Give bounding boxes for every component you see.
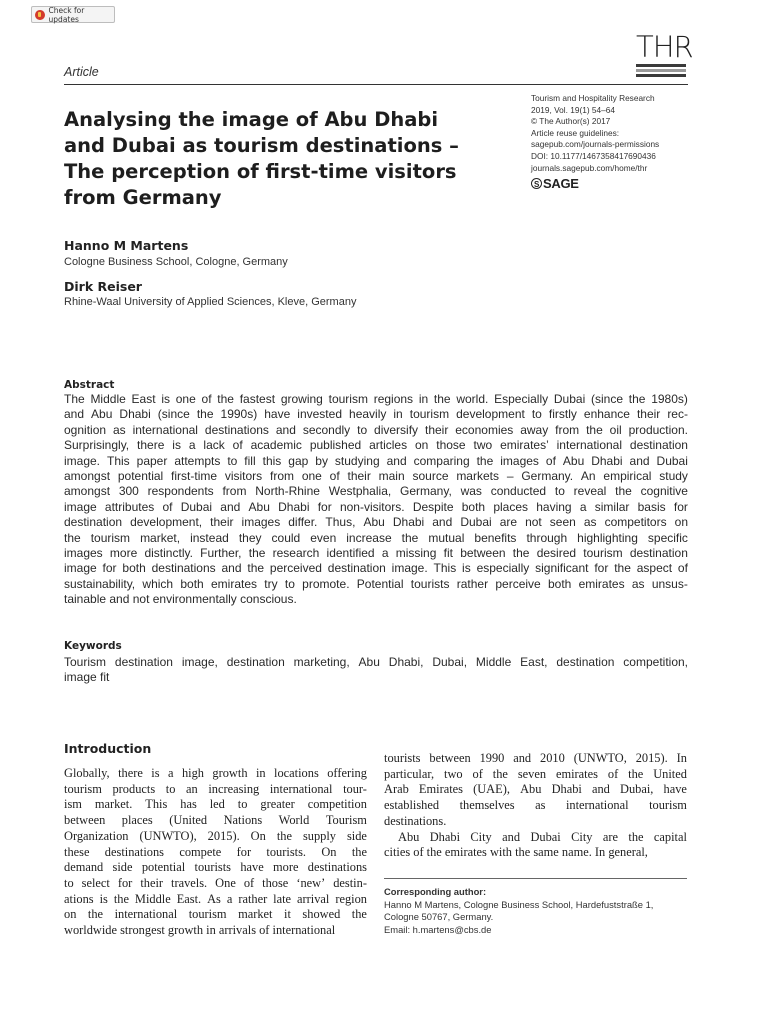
text-line: the tourism market, instead they could even increase the mutual benefits through highlighting specific bbox=[64, 530, 688, 545]
text-line: destination development, their images differ. Thus, Abu Dhabi and Dubai are not seen as competitors on bbox=[64, 515, 688, 530]
text-line: tainable and not environmentally conscious. bbox=[64, 592, 297, 607]
article-type-label: Article bbox=[64, 65, 99, 79]
author-name: Dirk Reiser bbox=[64, 279, 142, 294]
text-line: destinations. bbox=[384, 813, 447, 828]
text-line: amongst 300 respondents from North-Rhine Westphalia, Germany, was conducted to reveal the cognitive bbox=[64, 484, 688, 499]
text-line: demand side potential tourists have more destinations bbox=[64, 860, 367, 875]
title-line: The perception of first-time visitors bbox=[64, 160, 457, 183]
footnote-line: Cologne 50767, Germany. bbox=[384, 911, 494, 923]
text-line: particular, two of the seven emirates of the United bbox=[384, 766, 687, 781]
introduction-heading: Introduction bbox=[64, 741, 152, 756]
keywords-heading: Keywords bbox=[64, 640, 122, 652]
journal-logo-text: THR bbox=[636, 30, 693, 64]
text-line: established themselves as international tourism bbox=[384, 798, 687, 813]
text-line: sustainability, which both emirates try to promote. Potential tourists rather perceive both emirates as unsus- bbox=[64, 576, 688, 591]
text-line: these destinations compete for tourists. On the bbox=[64, 844, 367, 859]
text-line: image. This paper attempts to fill this gap by studying and comparing the images of Abu Dhabi and Dubai bbox=[64, 453, 688, 468]
text-line: amongst potential first-time visitors from one of their main source markets – Germany. An empirical study bbox=[64, 469, 688, 484]
text-line: image attributes of Dubai and Abu Dhabi for non-visitors. Despite both places having a similar basis for bbox=[64, 499, 688, 514]
doi[interactable]: DOI: 10.1177/1467358417690436 bbox=[531, 150, 656, 161]
journal-volume: 2019, Vol. 19(1) 54–64 bbox=[531, 104, 615, 115]
text-line: Globally, there is a high growth in locations offering bbox=[64, 766, 367, 780]
title-line: and Dubai as tourism destinations – bbox=[64, 134, 459, 157]
footnote-line: Hanno M Martens, Cologne Business School, Hardefuststraße 1, bbox=[384, 898, 654, 910]
journal-meta bbox=[531, 93, 701, 174]
journal-home-link[interactable]: journals.sagepub.com/home/thr bbox=[531, 162, 648, 173]
text-line: image fit bbox=[64, 670, 110, 685]
check-for-updates-label: Check for updates bbox=[48, 5, 85, 24]
keywords-text bbox=[64, 655, 688, 686]
journal-logo bbox=[636, 30, 693, 78]
logo-bar bbox=[636, 64, 686, 67]
paper-title bbox=[64, 107, 474, 211]
permissions-link[interactable]: sagepub.com/journals-permissions bbox=[531, 139, 660, 150]
reuse-guidelines-label: Article reuse guidelines: bbox=[531, 127, 620, 138]
introduction-left-column bbox=[64, 766, 367, 939]
text-line: and Abu Dhabi (since the 1990s) have invested heavily in tourism development to firstly enhance their rec- bbox=[64, 407, 688, 422]
text-line: tourism products to an increasing international tour- bbox=[64, 781, 367, 796]
text-line: tourists between 1990 and 2010 (UNWTO, 2015). In bbox=[384, 751, 687, 765]
author-affiliation: Cologne Business School, Cologne, Germany bbox=[64, 256, 288, 268]
text-line: image for both destinations and the perceived destination image. This is especially significant for the aspect of bbox=[64, 561, 688, 576]
copyright: © The Author(s) 2017 bbox=[531, 116, 611, 127]
logo-bar bbox=[636, 69, 686, 72]
text-line: The Middle East is one of the fastest growing tourism regions in the world. Especially Dubai (since the 1980s) bbox=[64, 392, 688, 406]
text-line: cities of the emirates with the same name. In general, bbox=[384, 845, 648, 860]
text-line: Tourism destination image, destination marketing, Abu Dhabi, Dubai, Middle East, destination competition, bbox=[64, 655, 688, 669]
text-line: on the international tourism market it showed the bbox=[64, 907, 367, 922]
abstract-text bbox=[64, 392, 688, 608]
text-line: ism market. This has led to greater competition bbox=[64, 797, 367, 812]
footnote-heading: Corresponding author: bbox=[384, 886, 487, 897]
journal-name: Tourism and Hospitality Research bbox=[531, 93, 655, 103]
text-line: Arab Emirates (UAE), Abu Dhabi and Dubai, have bbox=[384, 782, 687, 797]
sage-logo-icon: S bbox=[531, 178, 542, 189]
logo-bar bbox=[636, 74, 686, 77]
check-updates-icon bbox=[35, 10, 45, 20]
text-line: ognition as international destinations and secondly to diversify their economies away from the oil production. bbox=[64, 422, 688, 437]
text-line: ations is the Middle East. As a rather late arrival region bbox=[64, 891, 367, 906]
abstract-heading: Abstract bbox=[64, 379, 115, 391]
check-for-updates-badge[interactable] bbox=[31, 6, 115, 23]
author-affiliation: Rhine-Waal University of Applied Sciences, Kleve, Germany bbox=[64, 296, 357, 308]
header-rule bbox=[64, 84, 688, 85]
text-line: Organization (UNWTO), 2015). On the supply side bbox=[64, 828, 367, 843]
author-name: Hanno M Martens bbox=[64, 238, 189, 253]
introduction-right-column bbox=[384, 751, 687, 861]
text-line: to select for their travels. One of those ‘new’ destin- bbox=[64, 875, 367, 890]
footnote-email[interactable]: Email: h.martens@cbs.de bbox=[384, 923, 492, 935]
text-line: worldwide strongest growth in arrivals of international bbox=[64, 923, 336, 938]
footnote-rule bbox=[384, 878, 687, 879]
text-line: Surprisingly, there is a lack of academic published articles on those two emirates’ international destination bbox=[64, 438, 688, 453]
corresponding-author-note bbox=[384, 886, 704, 936]
title-line: from Germany bbox=[64, 186, 222, 209]
title-line: Analysing the image of Abu Dhabi bbox=[64, 108, 439, 131]
publisher-logo bbox=[531, 176, 579, 191]
publisher-name: SAGE bbox=[543, 176, 579, 191]
text-line: between places (United Nations World Tourism bbox=[64, 813, 367, 828]
text-line: Abu Dhabi City and Dubai City are the capital bbox=[398, 829, 687, 844]
text-line: images more distinctly. Further, the research identified a missing fit between the desired tourism destination bbox=[64, 546, 688, 561]
